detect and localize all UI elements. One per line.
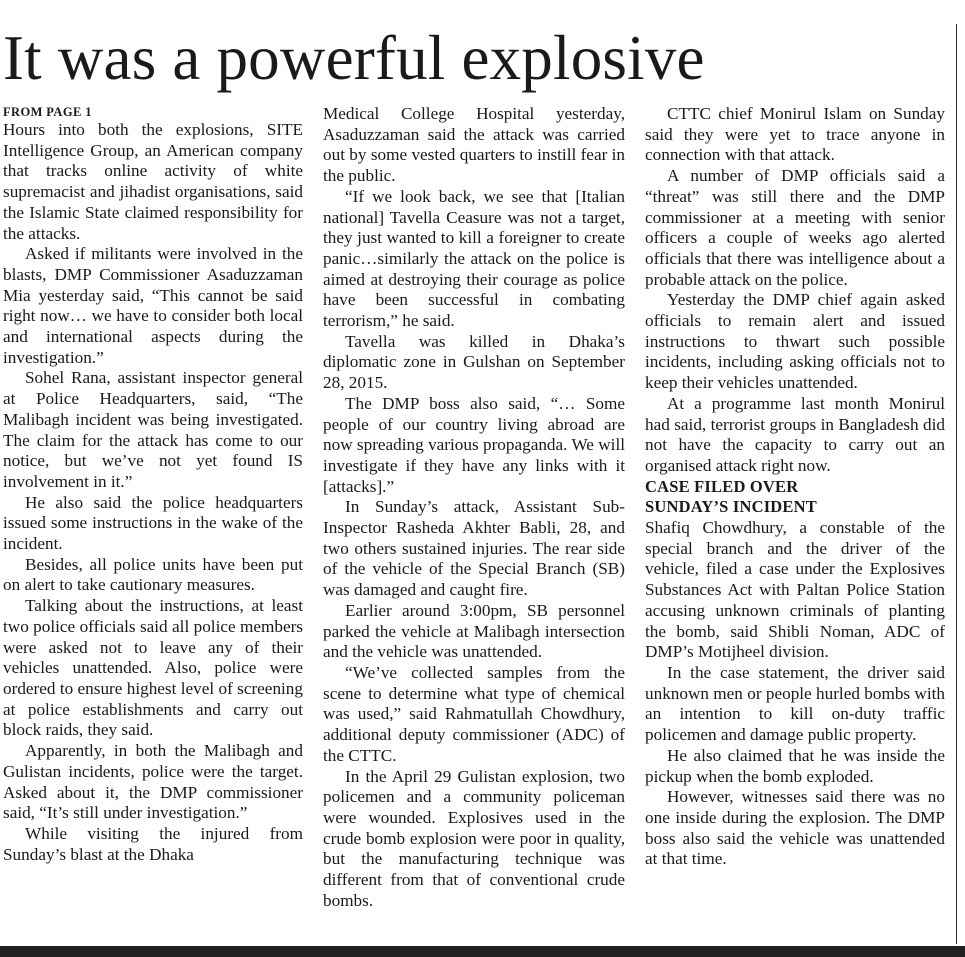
article-column-1 (3, 104, 303, 944)
paragraph: Medical College Hospital yesterday, Asaduzzaman said the attack was carried out by some vested quarters to instill fear in the public. (323, 104, 625, 186)
article-column-2 (323, 104, 625, 944)
paragraph: Shafiq Chowdhury, a constable of the special branch and the driver of the vehicle, filed a case under the Explosives Substances Act with Paltan Police Station accusing unknown criminals of planting the bomb, said Shibli Noman, ADC of DMP’s Motijheel division. (645, 518, 945, 662)
paragraph: “If we look back, we see that [Italian national] Tavella Ceasure was not a target, they just wanted to kill a foreigner to create panic…similarly the attack on the police is aimed at destroying their courage as police have been successful in combating terrorism,” he said. (323, 186, 625, 331)
subhead-case-filed (645, 477, 945, 518)
paragraph: Yesterday the DMP chief again asked officials to remain alert and issued instructions to thwart such possible incidents, including asking officials not to keep their vehicles unattended. (645, 290, 945, 393)
subhead-line: SUNDAY’S INCIDENT (645, 497, 817, 517)
paragraph: Besides, all police units have been put on alert to take cautionary measures. (3, 554, 303, 595)
paragraph: Earlier around 3:00pm, SB personnel parked the vehicle at Malibagh intersection and the vehicle was unattended. (323, 600, 625, 662)
paragraph: Asked if militants were involved in the blasts, DMP Commissioner Asaduzzaman Mia yesterday said, “This cannot be said right now… we have to consider both local and international aspects during the investigation.” (3, 244, 303, 367)
paragraph: CTTC chief Monirul Islam on Sunday said they were yet to trace anyone in connection with that attack. (645, 104, 945, 165)
headline: It was a powerful explosive (3, 23, 705, 93)
paragraph: However, witnesses said there was no one inside during the explosion. The DMP boss also said the vehicle was unattended at that time. (645, 787, 945, 869)
paragraph: Talking about the instructions, at least two police officials said all police members were asked not to leave any of their vehicles unattended. Also, police were ordered to ensure highest level of screening at police establishments and carry out block raids, they said. (3, 596, 303, 740)
page-bottom-border (0, 946, 965, 957)
paragraph: A number of DMP officials said a “threat” was still there and the DMP commissioner at a meeting with senior officers a couple of weeks ago alerted officials that there was intelligence about a probable attack on the police. (645, 166, 945, 289)
paragraph: “We’ve collected samples from the scene to determine what type of chemical was used,” said Rahmatullah Chowdhury, additional deputy commissioner (ADC) of the CTTC. (323, 662, 625, 765)
paragraph: At a programme last month Monirul had said, terrorist groups in Bangladesh did not have the capacity to carry out an organised attack right now. (645, 393, 945, 475)
paragraph: In the April 29 Gulistan explosion, two policemen and a community policeman were wounded. Explosives used in the crude bomb explosion were poor in quality, but the manufacturing technique was different from that of conventional crude bombs. (323, 766, 625, 910)
subhead-line: CASE FILED OVER (645, 476, 799, 496)
paragraph: Apparently, in both the Malibagh and Gulistan incidents, police were the target. Asked about it, the DMP commissioner said, “It’s still under investigation.” (3, 741, 303, 823)
paragraph: Hours into both the explosions, SITE Intelligence Group, an American company that tracks online activity of white supremacist and jihadist organisations, said the Islamic State claimed responsibility for the attacks. (3, 120, 303, 243)
paragraph: Sohel Rana, assistant inspector general at Police Headquarters, said, “The Malibagh incident was being investigated. The claim for the attack has come to our notice, but we’ve not yet found IS involvement in it.” (3, 368, 303, 491)
paragraph: He also said the police headquarters issued some instructions in the wake of the incident. (3, 492, 303, 554)
kicker-from-page: FROM PAGE 1 (3, 105, 92, 119)
paragraph: Tavella was killed in Dhaka’s diplomatic zone in Gulshan on September 28, 2015. (323, 331, 625, 393)
paragraph: He also claimed that he was inside the pickup when the bomb exploded. (645, 745, 945, 786)
article-column-3 (645, 104, 945, 944)
paragraph: While visiting the injured from Sunday’s blast at the Dhaka (3, 823, 303, 864)
paragraph: In the case statement, the driver said unknown men or people hurled bombs with an intention to kill on-duty traffic policemen and damage public property. (645, 662, 945, 745)
paragraph: The DMP boss also said, “… Some people of our country living abroad are now spreading various propaganda. We will investigate if they have any links with it [attacks].” (323, 393, 625, 496)
column-rule-right (956, 24, 957, 944)
paragraph: In Sunday’s attack, Assistant Sub-Inspector Rasheda Akhter Babli, 28, and two others sustained injuries. The rear side of the vehicle of the Special Branch (SB) was damaged and caught fire. (323, 497, 625, 600)
